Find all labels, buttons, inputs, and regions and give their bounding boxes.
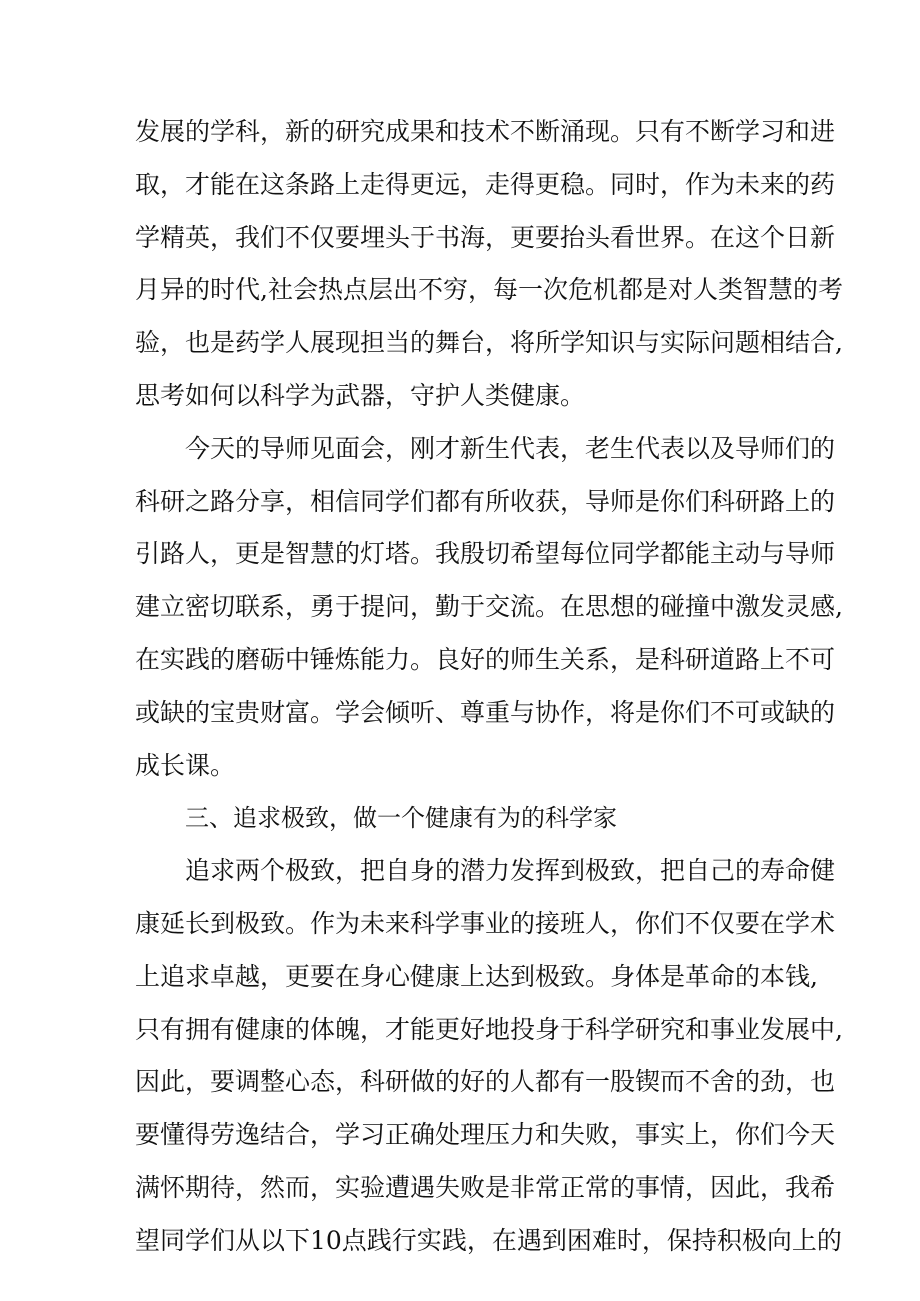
paragraph-line: 只有拥有健康的体魄，才能更好地投身于科学研究和事业发展中, [135, 1014, 843, 1044]
paragraph-line: 因此，要调整心态，科研做的好的人都有一股锲而不舍的劲，也 [135, 1067, 836, 1097]
paragraph-line: 建立密切联系，勇于提问，勤于交流。在思想的碰撞中激发灵感, [135, 592, 843, 622]
paragraph-line: 月异的时代,社会热点层出不穷，每一次危机都是对人类智慧的考 [135, 275, 843, 305]
paragraph-line: 满怀期待，然而，实验遭遇失败是非常正常的事情，因此，我希 [135, 1172, 836, 1202]
paragraph-line: 在实践的磨砺中锤炼能力。良好的师生关系，是科研道路上不可 [135, 644, 836, 674]
paragraph-line: 科研之路分享，相信同学们都有所收获，导师是你们科研路上的 [135, 486, 836, 516]
section-heading-text: 三、追求极致，做一个健康有为的科学家 [185, 804, 617, 833]
paragraph-line: 要懂得劳逸结合，学习正确处理压力和失败，事实上，你们今天 [135, 1120, 836, 1150]
paragraph-3 [135, 845, 843, 1267]
paragraph-line: 取，才能在这条路上走得更远，走得更稳。同时，作为未来的药 [135, 169, 836, 199]
document-body [135, 106, 843, 1268]
section-heading [135, 792, 795, 845]
paragraph-line: 今天的导师见面会，刚才新生代表，老生代表以及导师们的 [185, 433, 836, 463]
paragraph-1 [135, 106, 843, 423]
paragraph-line: 上追求卓越，更要在身心健康上达到极致。身体是革命的本钱, [135, 961, 818, 991]
paragraph-line: 追求两个极致，把自身的潜力发挥到极致，把自己的寿命健 [185, 856, 836, 886]
paragraph-line: 学精英，我们不仅要埋头于书海，更要抬头看世界。在这个日新 [135, 222, 836, 252]
paragraph-2 [135, 423, 843, 793]
paragraph-line: 思考如何以科学为武器，守护人类健康。 [135, 380, 586, 410]
paragraph-line: 康延长到极致。作为未来科学事业的接班人，你们不仅要在学术 [135, 908, 836, 938]
paragraph-line: 引路人，更是智慧的灯塔。我殷切希望每位同学都能主动与导师 [135, 539, 836, 569]
paragraph-line: 成长课。 [135, 750, 236, 780]
paragraph-line: 验，也是药学人展现担当的舞台，将所学知识与实际问题相结合, [135, 328, 843, 358]
paragraph-line: 或缺的宝贵财富。学会倾听、尊重与协作，将是你们不可或缺的 [135, 697, 836, 727]
paragraph-line: 发展的学科，新的研究成果和技术不断涌现。只有不断学习和进 [135, 117, 836, 146]
paragraph-line: 望同学们从以下10点践行实践，在遇到困难时，保持积极向上的 [135, 1225, 842, 1255]
